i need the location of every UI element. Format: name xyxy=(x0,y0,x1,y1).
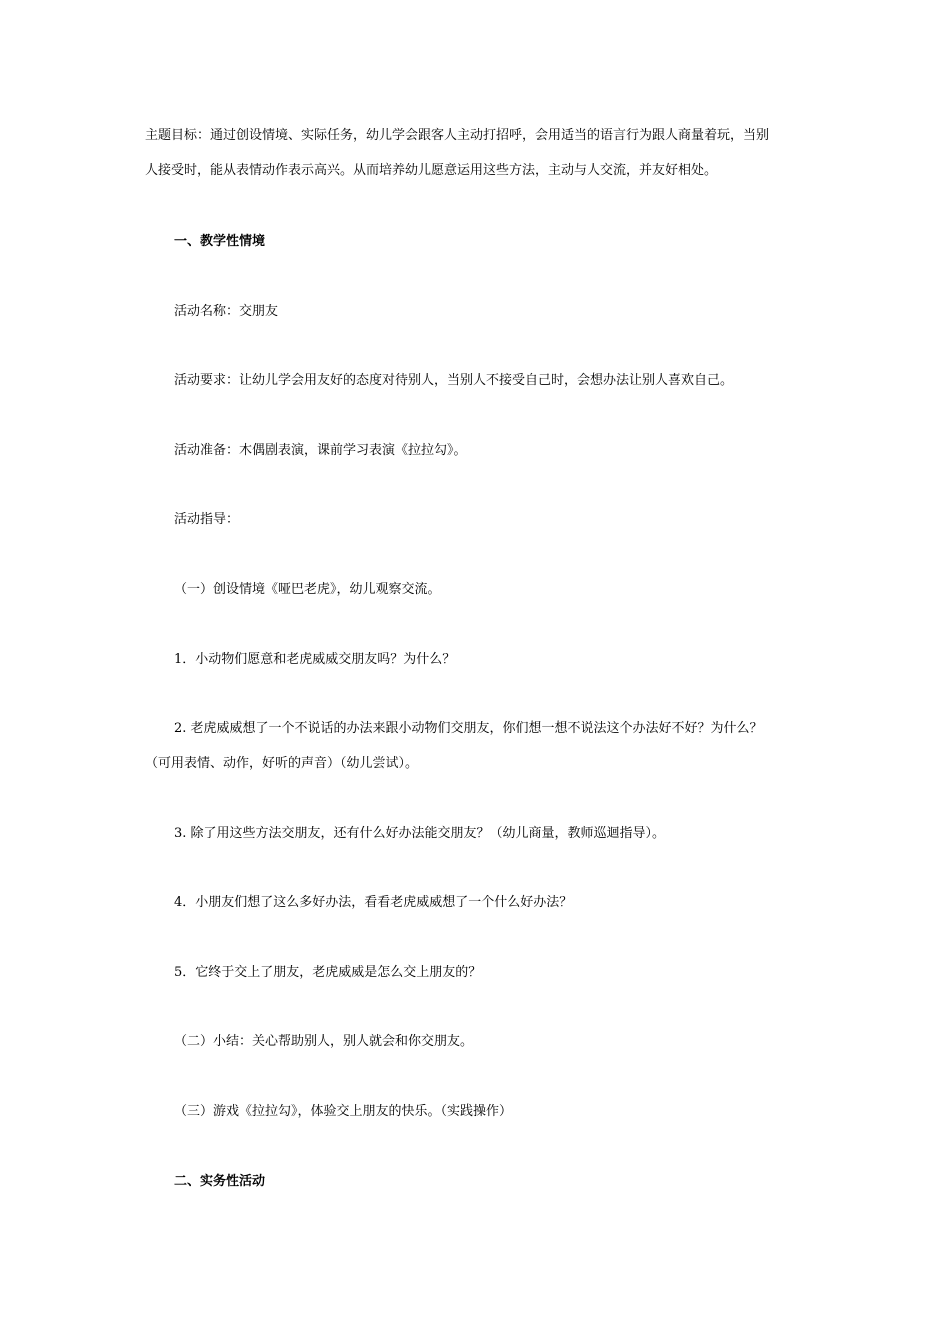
question-3: 3. 除了用这些方法交朋友，还有什么好办法能交朋友？（幼儿商量，教师巡迴指导）。 xyxy=(174,826,666,841)
question-5: 5．它终于交上了朋友，老虎威威是怎么交上朋友的？ xyxy=(174,965,482,980)
activity-preparation: 活动准备：木偶剧表演，课前学习表演《拉拉勾》。 xyxy=(174,443,467,458)
question-2-line-1: 2. 老虎威威想了一个不说话的办法来跟小动物们交朋友，你们想一想不说法这个办法好不好？为什么？ xyxy=(174,721,763,736)
activity-name: 活动名称：交朋友 xyxy=(174,304,279,319)
section-1-heading: 一、教学性情境 xyxy=(174,234,266,249)
question-4: 4．小朋友们想了这么多好办法，看看老虎威威想了一个什么好办法？ xyxy=(174,895,573,910)
part-three: （三）游戏《拉拉勾》，体验交上朋友的快乐。（实践操作） xyxy=(174,1104,513,1119)
activity-guide: 活动指导： xyxy=(174,512,240,527)
part-two: （二）小结：关心帮助别人，别人就会和你交朋友。 xyxy=(174,1034,474,1049)
part-one: （一）创设情境《哑巴老虎》，幼儿观察交流。 xyxy=(174,582,441,597)
activity-requirement: 活动要求：让幼儿学会用友好的态度对待别人，当别人不接受自己时，会想办法让别人喜欢自己。 xyxy=(174,373,734,388)
section-2-heading: 二、实务性活动 xyxy=(174,1174,266,1189)
intro-line-1: 主题目标：通过创设情境、实际任务，幼儿学会跟客人主动打招呼，会用适当的语言行为跟人商量着玩，当别 xyxy=(145,128,770,143)
question-2-line-2: （可用表情、动作，好听的声音）（幼儿尝试）。 xyxy=(145,756,419,771)
intro-line-2: 人接受时，能从表情动作表示高兴。从而培养幼儿愿意运用这些方法，主动与人交流，并友好相处。 xyxy=(145,163,718,178)
question-1: 1．小动物们愿意和老虎威威交朋友吗？为什么？ xyxy=(174,652,456,667)
